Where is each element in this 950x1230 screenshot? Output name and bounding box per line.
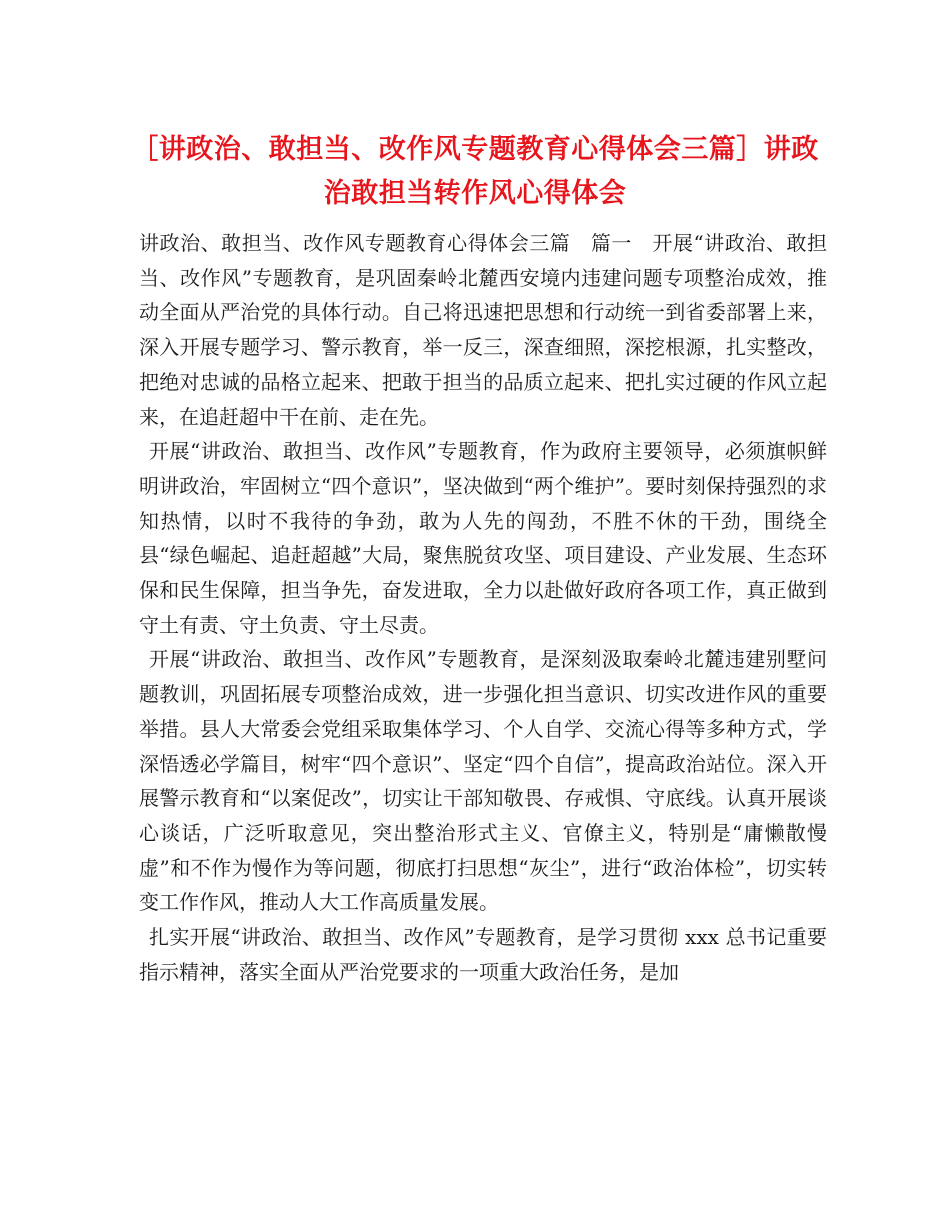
paragraph-4: 扎实开展“讲政治、敢担当、改作风”专题教育，是学习贯彻 xxx 总书记重要指示精神，落实全面从严治党要求的一项重大政治任务，是加 [139,925,827,984]
paragraph-2: 开展“讲政治、敢担当、改作风”专题教育，作为政府主要领导，必须旗帜鲜明讲政治，牢固树立“四个意识”，坚决做到“两个维护”。要时刻保持强烈的求知热情，以时不我待的争劲，敢为人先的闯劲，不胜不休的干劲，围绕全县“绿色崛起、追赶超越”大局，聚焦脱贫攻坚、项目建设、产业发展、生态环保和民生保障，担当争先，奋发进取，全力以赴做好政府各项工作，真正做到守土有责、守土负责、守土尽责。 [139,439,827,637]
document-body [139,226,827,989]
paragraph-1: 讲政治、敢担当、改作风专题教育心得体会三篇 篇一 开展“讲政治、敢担当、改作风”专题教育，是巩固秦岭北麓西安境内违建问题专项整治成效，推动全面从严治党的具体行动。自己将迅速把思想和行动统一到省委部署上来，深入开展专题学习、警示教育，举一反三，深查细照，深挖根源，扎实整改，把绝对忠诚的品格立起来、把敢于担当的品质立起来、把扎实过硬的作风立起来，在追赶超中干在前、走在先。 [139,231,827,429]
document-title: ［讲政治、敢担当、改作风专题教育心得体会三篇］讲政治敢担当转作风心得体会 [131,134,819,209]
paragraph-3: 开展“讲政治、敢担当、改作风”专题教育，是深刻汲取秦岭北麓违建别墅问题教训，巩固拓展专项整治成效，进一步强化担当意识、切实改进作风的重要举措。县人大常委会党组采取集体学习、个人自学、交流心得等多种方式，学深悟透必学篇目，树牢“四个意识”、坚定“四个自信”，提高政治站位。深入开展警示教育和“以案促改”，切实让干部知敬畏、存戒惧、守底线。认真开展谈心谈话，广泛听取意见，突出整治形式主义、官僚主义，特别是“庸懒散慢虚”和不作为慢作为等问题，彻底打扫思想“灰尘”，进行“政治体检”，切实转变工作作风，推动人大工作高质量发展。 [139,647,827,915]
